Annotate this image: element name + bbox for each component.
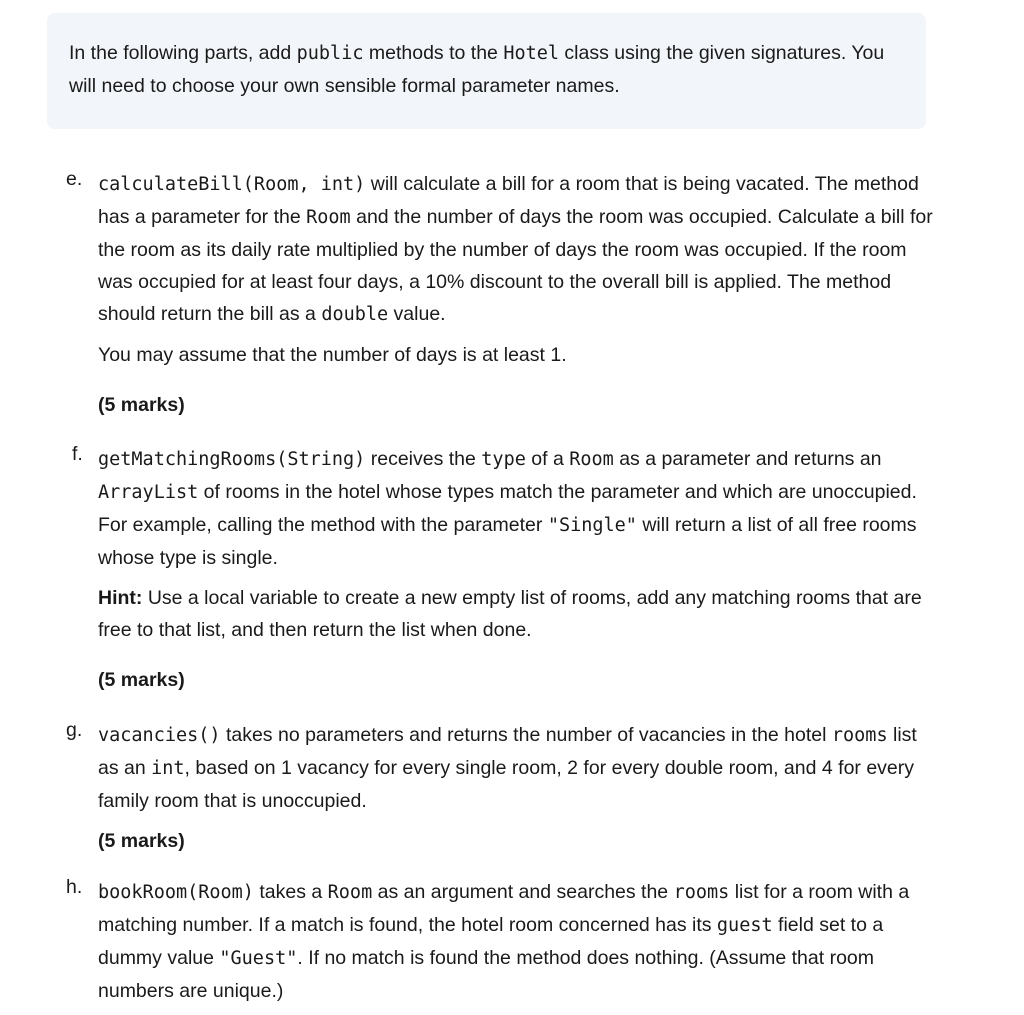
- inline-code: rooms: [673, 882, 730, 903]
- method-signature: getMatchingRooms(String): [98, 449, 366, 470]
- method-signature: calculateBill(Room, int): [98, 174, 366, 195]
- question-text: will return a list of all free rooms whose type is single.: [98, 514, 917, 569]
- inline-code: double: [321, 304, 389, 325]
- question-label: e.: [66, 168, 83, 190]
- question-text: list as an: [98, 724, 917, 779]
- marks-f: [66, 664, 936, 696]
- question-text: takes a: [253, 881, 328, 903]
- inline-code: Room: [306, 207, 351, 228]
- question-f: [66, 443, 936, 646]
- inline-code: rooms: [831, 725, 888, 746]
- question-text: and the number of days the room was occupied. Calculate a bill for the room as its daily rate multiplied by the number of days the room was occupied. If the room was occupied for at least four days, a 10% discount to the overall bill is applied. The method should return the bill as a: [98, 206, 933, 325]
- question-e: [66, 168, 936, 371]
- hint-text: Use a local variable to create a new empty list of rooms, add any matching rooms that are free to that list, and then return the list when done.: [98, 587, 922, 641]
- question-description: [98, 168, 936, 331]
- question-description: [98, 719, 936, 817]
- question-description: [98, 876, 936, 1007]
- question-text: field set to a dummy value: [98, 914, 884, 969]
- intro-text: class using the given signatures. You will need to choose your own sensible formal parameter names.: [69, 42, 885, 97]
- question-g: [66, 719, 936, 857]
- intro-callout: [47, 13, 926, 129]
- question-text: as an argument and searches the: [372, 881, 674, 903]
- method-signature: vacancies(): [98, 725, 221, 746]
- question-h: [66, 876, 936, 1007]
- question-text: of a: [525, 448, 570, 470]
- question-text: list for a room with a matching number. If a match is found, the hotel room concerned has its: [98, 881, 910, 936]
- question-label: h.: [66, 876, 83, 898]
- question-description: [98, 443, 936, 574]
- inline-code: "Single": [547, 515, 637, 536]
- inline-code: Room: [327, 882, 373, 903]
- question-text: value.: [388, 303, 446, 325]
- method-signature: bookRoom(Room): [98, 882, 254, 903]
- question-text: receives the: [365, 448, 482, 470]
- intro-text: methods to the: [363, 42, 504, 64]
- inline-code: "Guest": [219, 948, 298, 969]
- hint-label: Hint:: [98, 587, 143, 609]
- inline-code: int: [151, 758, 185, 779]
- question-text: of rooms in the hotel whose types match the parameter and which are unoccupied. For example, calling the method with the parameter: [98, 481, 917, 536]
- question-text: . If no match is found the method does nothing. (Assume that room numbers are unique.): [98, 947, 875, 1002]
- question-label: g.: [66, 719, 83, 741]
- intro-text: In the following parts, add: [69, 42, 297, 64]
- marks-label: (5 marks): [98, 669, 185, 691]
- hint: [98, 582, 936, 646]
- intro-code-hotel: Hotel: [503, 43, 560, 64]
- marks-label: (5 marks): [98, 830, 185, 852]
- marks-label: (5 marks): [98, 394, 185, 416]
- question-text: as a parameter and returns an: [613, 448, 882, 470]
- marks-e: [66, 389, 936, 421]
- inline-code: Room: [569, 449, 614, 470]
- inline-code: type: [481, 449, 526, 470]
- question-text: will calculate a bill for a room that is being vacated. The method has a parameter for the: [98, 173, 919, 228]
- question-note: You may assume that the number of days is at least 1.: [98, 344, 567, 366]
- intro-code-public: public: [296, 43, 364, 64]
- question-label: f.: [72, 443, 83, 465]
- question-text: , based on 1 vacancy for every single room, 2 for every double room, and 4 for every family room that is unoccupied.: [98, 757, 915, 812]
- question-text: takes no parameters and returns the number of vacancies in the hotel: [220, 724, 832, 746]
- inline-code: guest: [716, 915, 773, 936]
- inline-code: ArrayList: [98, 482, 199, 503]
